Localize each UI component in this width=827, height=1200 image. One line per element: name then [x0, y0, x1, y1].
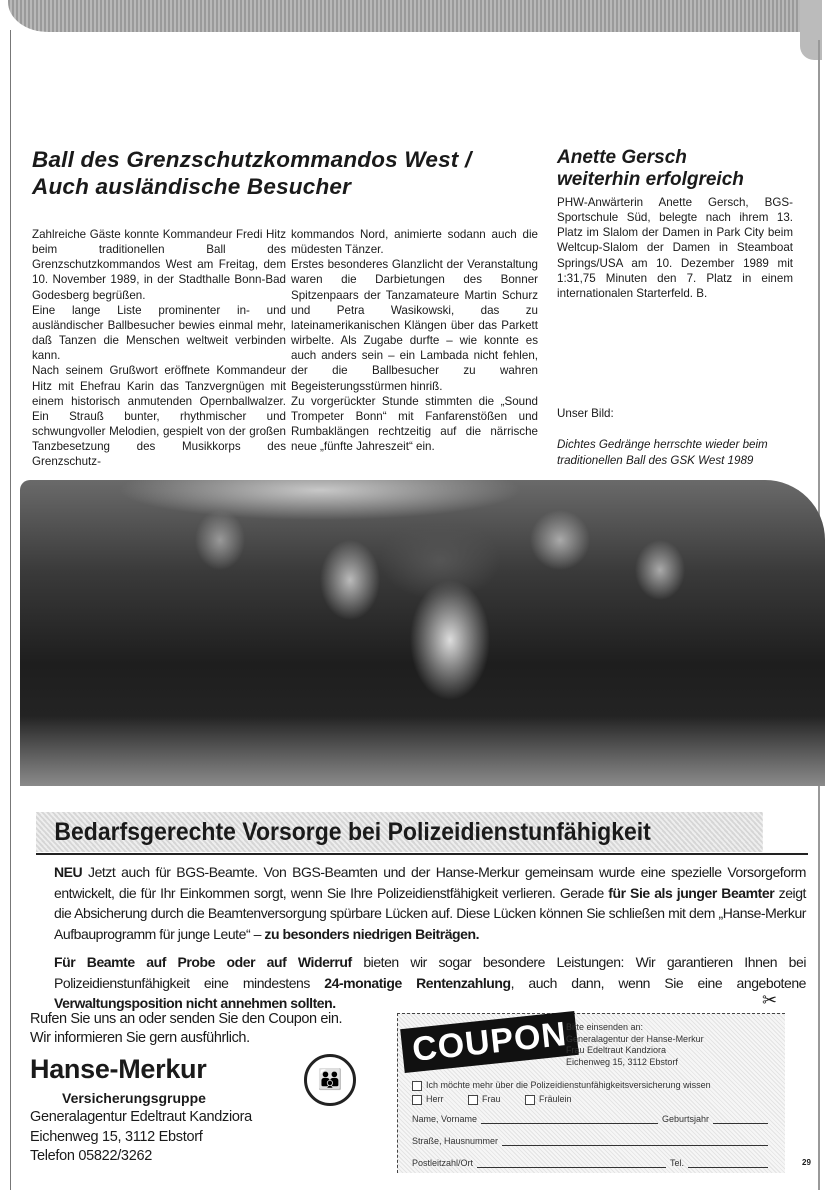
ad-text-segment: Verwaltungsposition nicht annehmen sollten. [54, 995, 336, 1011]
ad-text-segment: Für Beamte auf Probe oder auf Widerruf [54, 954, 352, 970]
salutation-frau[interactable]: Frau [468, 1094, 501, 1104]
city-field[interactable] [477, 1159, 666, 1168]
coupon-form [397, 1013, 785, 1173]
city-field-row: Postleitzahl/Ort Tel. [412, 1158, 772, 1168]
ad-body [54, 862, 806, 1022]
sidebar-headline: Anette Gersch weiterhin erfolgreich [557, 147, 744, 190]
tel-field[interactable] [688, 1159, 768, 1168]
photo-caption: Dichtes Gedränge herrschte wieder beim traditionellen Ball des GSK West 1989 [557, 438, 768, 467]
salutation-fraeulein[interactable]: Fräulein [525, 1094, 572, 1104]
article-headline: Ball des Grenzschutzkommandos West / Auch ausländische Besucher [32, 147, 472, 199]
ballroom-photo [20, 480, 825, 786]
photo-label: Unser Bild: [557, 407, 614, 420]
ad-text-segment: für Sie als junger Beamter [608, 884, 775, 901]
ad-text-segment: zu besonders niedrigen Beiträgen. [264, 925, 480, 942]
info-checkbox-row[interactable]: Ich möchte mehr über die Polizeidienstunfähigkeitsversicherung wissen [412, 1080, 711, 1091]
family-logo-icon: 👪 [304, 1054, 356, 1106]
photo-floor [20, 716, 825, 786]
coupon-send-address: Bitte einsenden an: Generalagentur der Hanse-Merkur Frau Edeltraut Kandziora Eichenweg 15, 3112 Ebstorf [566, 1022, 704, 1067]
scissors-icon: ✂ [762, 990, 778, 1010]
ad-text-segment: zeigt die Absicherung durch die Beamtenversorgung spürbare Lücken auf. Diese Lücken können Sie schließen mit dem „Hanse-Merkur Aufbauprogramm für junge Leute“ – [54, 884, 806, 942]
birth-year-field[interactable] [713, 1115, 768, 1124]
ad-text-segment: Jetzt auch für BGS-Beamte. Von BGS-Beamten und der Hanse-Merkur gemeinsam wurde eine spezielle Vorsorgeform entwickelt, die für Ihr Einkommen sorgt, wenn Sie Ihre Polizeidienstfähigkeit verlieren. Gerade [54, 864, 806, 901]
top-decorative-bar [8, 0, 820, 32]
ad-text-segment: bieten wir sogar besondere Leistungen: Wir garantieren Ihnen bei Polizeidienstunfähigkeit eine mindestens [54, 954, 806, 991]
ad-paragraph-2 [54, 952, 806, 1014]
brand-subtitle: Versicherungsgruppe [62, 1090, 206, 1106]
street-field-row: Straße, Hausnummer [412, 1136, 772, 1146]
ad-text-segment: NEU [54, 864, 83, 880]
salutation-row [412, 1094, 594, 1105]
info-checkbox[interactable] [412, 1081, 422, 1091]
ad-text-segment: 24-monatige Rentenzahlung [324, 974, 511, 991]
article-column-1: Zahlreiche Gäste konnte Kommandeur Fredi Hitz beim traditionellen Ball des Grenzschutzkommandos West am Freitag, dem 10. November 1989, in der Stadthalle Bonn-Bad Godesberg begrüßen. Eine lange Liste prominenter in- und ausländischer Ballbesucher bewies einmal mehr, daß Tanzen die Menschen weltweit verbinden kann. Nach seinem Grußwort eröffnete Kommandeur Hitz mit Ehefrau Karin das Tanzvergnügen mit einem historisch anmutenden Opernballwalzer. Ein Strauß bunter, rhythmischer und schwungvoller Melodien, gespielt von der großen Tanzbesetzung des Musikkorps des Grenzschutz- [32, 228, 286, 469]
name-field[interactable] [481, 1115, 658, 1124]
coupon-badge: COUPON [400, 1011, 579, 1073]
sidebar-body: PHW-Anwärterin Anette Gersch, BGS-Sportschule Süd, belegte nach ihrem 13. Platz im Slalom der Damen in Park City beim Weltcup-Slalom der Damen in Steamboat Springs/USA am 10. Dezember 1989 mit 1:31,75 Minuten den 7. Platz in einem internationalen Starterfeld. B. [557, 196, 793, 300]
ad-text-segment: , auch dann, wenn Sie eine angebotene [510, 974, 807, 991]
page-border-left [10, 30, 11, 1190]
street-field[interactable] [502, 1137, 768, 1146]
ad-title: Bedarfsgerechte Vorsorge bei Polizeidienstunfähigkeit [36, 812, 763, 852]
page-number: 29 [802, 1158, 811, 1167]
salutation-herr[interactable]: Herr [412, 1094, 444, 1104]
ad-call-to-action: Rufen Sie uns an oder senden Sie den Coupon ein. Wir informieren Sie gern ausführlich. [30, 1011, 343, 1046]
brand-name: Hanse-Merkur [30, 1054, 207, 1084]
article-column-2: kommandos Nord, animierte sodann auch die müdesten Tänzer. Erstes besonderes Glanzlicht der Veranstaltung waren die Darbietungen des Bonner Spitzenpaars der Tanzamateure Martin Schurz und Petra Wasikowski, das zu lateinamerikanischen Klängen über das Parkett wirbelte. Als Zugabe durfte – wie konnte es auch anders sein – ein Lambada nicht fehlen, der die Ballbesucher zu wahren Begeisterungsstürmen hinriß. Zu vorgerückter Stunde stimmten die „Sound Trompeter Bonn“ mit Fanfarenstößen und Rumbaklängen rechtzeitig auf die närrische neue „fünfte Jahreszeit“ ein. [291, 228, 538, 454]
ad-paragraph-1 [54, 862, 806, 944]
ad-divider [36, 853, 808, 855]
agency-address: Generalagentur Edeltraut Kandziora Eichenweg 15, 3112 Ebstorf Telefon 05822/3262 [30, 1109, 252, 1164]
name-field-row: Name, Vorname Geburtsjahr [412, 1114, 772, 1124]
